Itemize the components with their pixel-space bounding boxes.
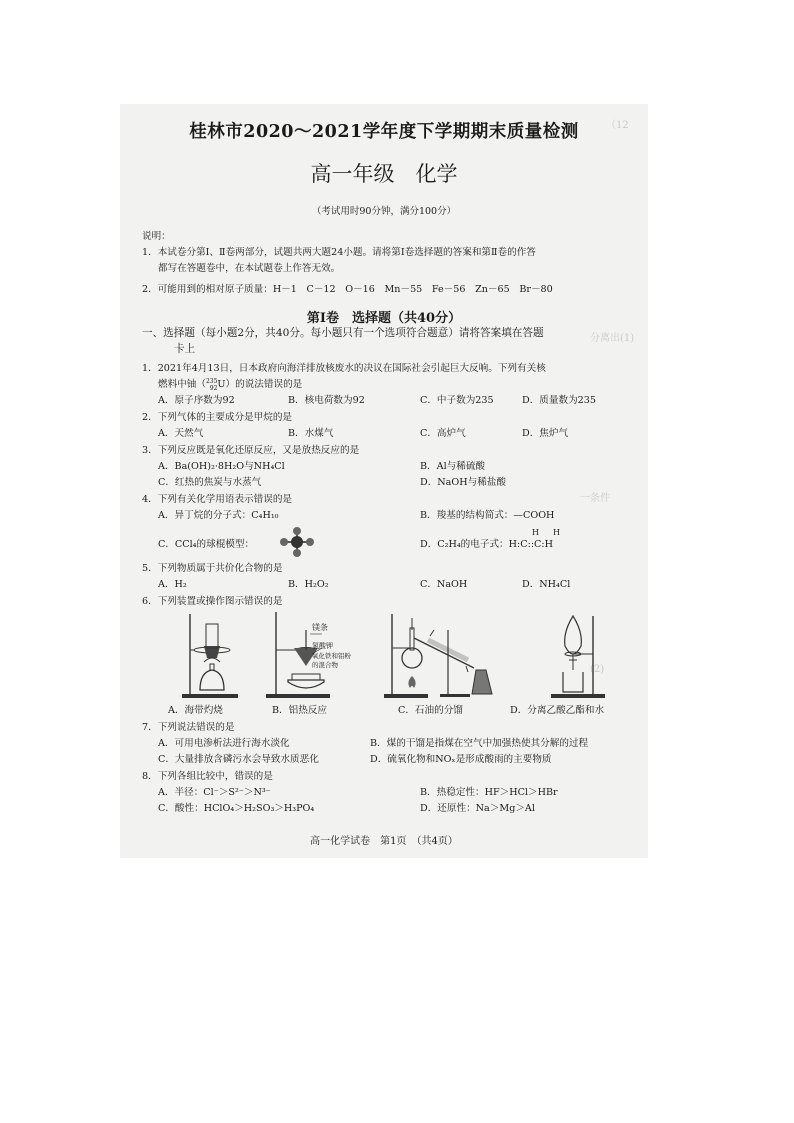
q1-option-d: D．质量数为235 <box>522 395 596 406</box>
q6-option-b: B．铝热反应 <box>272 705 328 716</box>
notes-heading: 说明： <box>142 231 171 242</box>
q6-stem: 6．下列装置或操作图示错误的是 <box>142 596 283 607</box>
q2-option-b: B．水煤气 <box>288 428 334 439</box>
q3-option-b: B．Al与稀硫酸 <box>420 461 486 472</box>
note-2: 2．可能用到的相对原子质量：H－1 C－12 O－16 Mn－55 Fe－56 Zn－65 Br－80 <box>142 284 553 295</box>
q5-option-d: D．NH₄Cl <box>522 579 571 590</box>
q3-option-d: D．NaOH与稀盐酸 <box>420 477 507 488</box>
q4-option-b: B．羧基的结构简式：—COOH <box>420 510 555 521</box>
q3-option-a: A．Ba(OH)₂·8H₂O与NH₄Cl <box>158 461 285 472</box>
q7-option-b: B．煤的干馏是指煤在空气中加强热使其分解的过程 <box>370 738 589 749</box>
q6-option-d: D．分离乙酸乙酯和水 <box>510 705 605 716</box>
q1-option-c: C．中子数为235 <box>420 395 494 406</box>
q1-stem-c: ）的说法错误的是 <box>225 379 303 390</box>
q5-option-c: C．NaOH <box>420 579 468 590</box>
bleed-through-text: 一条件 <box>580 493 610 504</box>
q8-option-d: D．还原性：Na＞Mg＞Al <box>420 803 535 814</box>
q1-stem: 1．2021年4月13日，日本政府向海洋排放核废水的决议在国际社会引起巨大反响。下列有关核 <box>142 363 546 374</box>
bleed-through-text: （12 <box>606 120 629 131</box>
q5-option-a: A．H₂ <box>158 579 187 590</box>
bleed-through-text: 分离出(1) <box>590 333 635 344</box>
page-footer: 高一化学试卷 第1页 （共4页） <box>310 836 458 847</box>
q4-option-d-hydrogens: H H <box>532 528 563 537</box>
subject-title: 高一年级 化学 <box>310 162 458 186</box>
label-kclo3: 氯酸钾 <box>312 642 333 650</box>
q7-stem: 7．下列说法错误的是 <box>142 722 235 733</box>
section-instruction-cont: 卡上 <box>174 343 196 355</box>
q7-option-a: A．可用电渗析法进行海水淡化 <box>158 738 290 749</box>
q3-option-c: C．红热的焦炭与水蒸气 <box>158 477 262 488</box>
q1-stem-cont <box>158 378 302 392</box>
section-title: 第Ⅰ卷 选择题（共40分） <box>306 311 462 326</box>
bleed-through-text: (2) <box>590 664 605 675</box>
q1-element: U <box>217 379 226 390</box>
q4-option-a: A．异丁烷的分子式：C₄H₁₀ <box>158 510 279 521</box>
q1-option-b: B．核电荷数为92 <box>288 395 365 406</box>
q1-atomic-number: 92 <box>209 385 218 392</box>
apparatus-d-separatory-funnel <box>535 610 615 700</box>
q4-stem: 4．下列有关化学用语表示错误的是 <box>142 494 293 505</box>
q8-option-b: B．热稳定性：HF＞HCl＞HBr <box>420 787 558 798</box>
label-fe2o3-al: 氧化铁和铝粉 <box>312 652 351 660</box>
q7-option-c: C．大量排放含磷污水会导致水质恶化 <box>158 754 319 765</box>
q6-option-a: A．海带灼烧 <box>168 705 223 716</box>
exam-info: （考试用时90分钟，满分100分） <box>311 206 457 217</box>
q2-option-c: C．高炉气 <box>420 428 466 439</box>
q1-mass-number: 235 <box>205 378 218 385</box>
q8-option-a: A．半径：Cl⁻＞S²⁻＞N³⁻ <box>158 787 271 798</box>
ccl4-ball-stick-model <box>280 527 314 557</box>
q5-option-b: B．H₂O₂ <box>288 579 329 590</box>
label-mixture: 的混合物 <box>312 661 338 669</box>
q5-stem: 5．下列物质属于共价化合物的是 <box>142 563 283 574</box>
q4-option-d: D．C₂H₄的电子式：H:C::C:H <box>420 539 553 550</box>
q6-option-c: C．石油的分馏 <box>398 705 463 716</box>
exam-title: 桂林市2020～2021学年度下学期期末质量检测 <box>189 122 579 142</box>
note-1-cont: 都写在答题卷中，在本试题卷上作答无效。 <box>158 263 341 274</box>
q4-option-c: C．CCl₄的球棍模型： <box>158 539 255 550</box>
q2-stem: 2．下列气体的主要成分是甲烷的是 <box>142 412 293 423</box>
q7-option-d: D．硫氧化物和NOₓ是形成酸雨的主要物质 <box>370 754 552 765</box>
q2-option-a: A．天然气 <box>158 428 204 439</box>
label-magnesium-strip: 镁条 <box>312 623 328 632</box>
apparatus-a-crucible-heating <box>178 610 248 700</box>
section-instruction: 一、选择题（每小题2分，共40分。每小题只有一个选项符合题意）请将答案填在答题 <box>142 327 544 339</box>
apparatus-c-distillation <box>382 610 502 700</box>
note-1: 1．本试卷分第Ⅰ、Ⅱ卷两部分，试题共两大题24小题。请将第Ⅰ卷选择题的答案和第Ⅱ卷的作答 <box>142 247 536 258</box>
q1-option-a: A．原子序数为92 <box>158 395 235 406</box>
q1-stem-b: 燃料中铀（ <box>158 379 206 390</box>
q2-option-d: D．焦炉气 <box>522 428 569 439</box>
q8-stem: 8．下列各组比较中，错误的是 <box>142 771 273 782</box>
q3-stem: 3．下列反应既是氧化还原反应，又是放热反应的是 <box>142 445 360 456</box>
scanned-page <box>120 104 648 858</box>
q8-option-c: C．酸性：HClO₄＞H₂SO₃＞H₃PO₄ <box>158 803 315 814</box>
